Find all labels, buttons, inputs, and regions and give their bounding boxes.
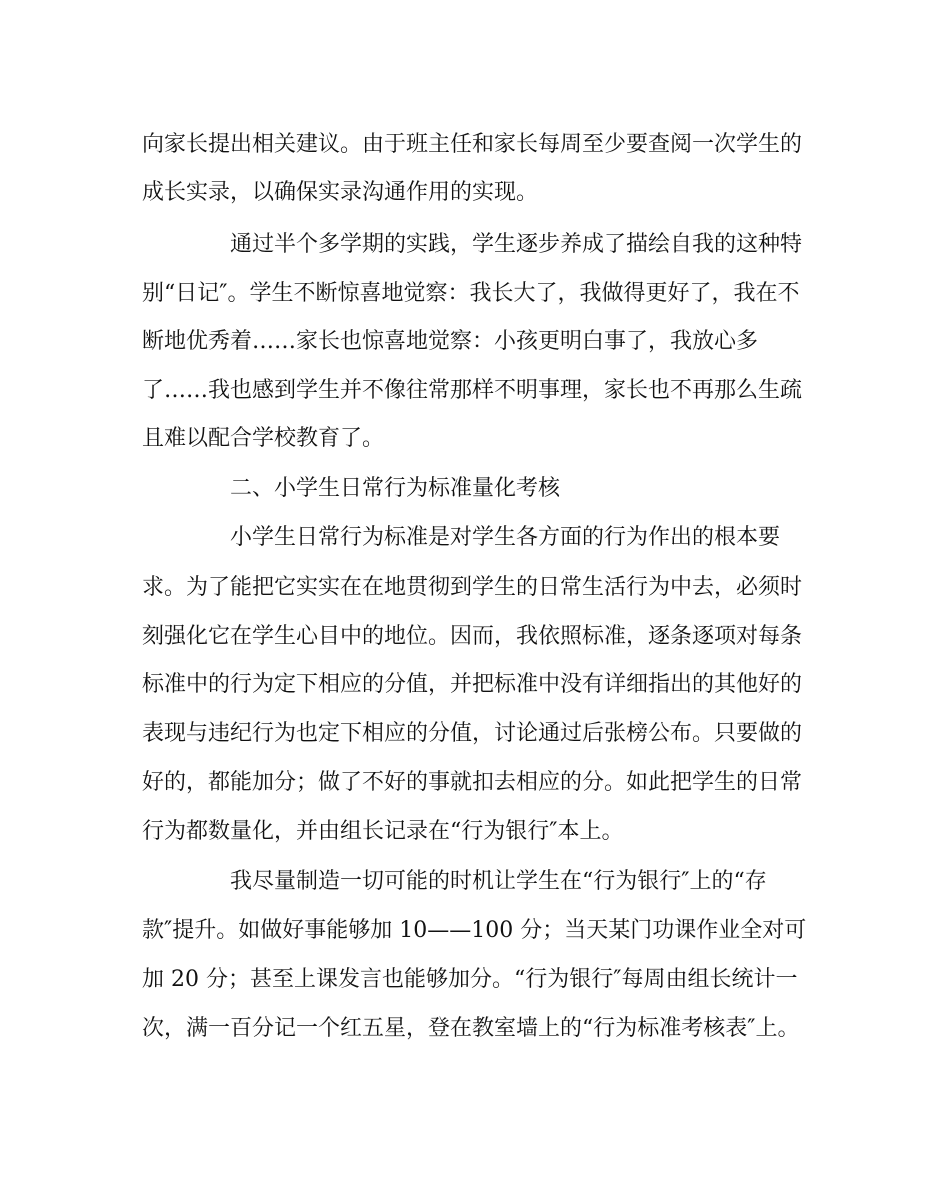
- text-line: 向家长提出相关建议。由于班主任和家长每周至少要查阅一次学生的: [142, 132, 803, 157]
- text-line: 成长实录，以确保实录沟通作用的实现。: [142, 180, 539, 205]
- paragraph-start-line: 小学生日常行为标准是对学生各方面的行为作出的根本要: [230, 525, 781, 550]
- text-line: 次，满一百分记一个红五星，登在教室墙上的“行为标准考核表″上。: [142, 1016, 800, 1041]
- text-line: 且难以配合学校教育了。: [142, 426, 385, 451]
- text-line: 刻强化它在学生心目中的地位。因而，我依照标准，逐条逐项对每条: [142, 624, 803, 649]
- text-line: 别“日记″。学生不断惊喜地觉察：我长大了，我做得更好了，我在不: [142, 281, 800, 306]
- text-line: 加 20 分；甚至上课发言也能够加分。“行为银行″每周由组长统计一: [142, 967, 798, 992]
- text-line: 求。为了能把它实实在在地贯彻到学生的日常生活行为中去，必须时: [142, 575, 803, 600]
- section-heading: 二、小学生日常行为标准量化考核: [230, 476, 561, 501]
- paragraph-start-line: 通过半个多学期的实践，学生逐步养成了描绘自我的这种特: [230, 232, 803, 257]
- text-line: 断地优秀着……家长也惊喜地觉察：小孩更明白事了，我放心多: [142, 329, 759, 354]
- text-line: 标准中的行为定下相应的分值，并把标准中没有详细指出的其他好的: [142, 672, 803, 697]
- text-line: 款″提升。如做好事能够加 10——100 分；当天某门功课作业全对可: [142, 918, 807, 943]
- text-line: 行为都数量化，并由组长记录在“行为银行″本上。: [142, 819, 624, 844]
- text-line: 表现与违纪行为也定下相应的分值，讨论通过后张榜公布。只要做的: [142, 721, 803, 746]
- paragraph-start-line: 我尽量制造一切可能的时机让学生在“行为银行″上的“存: [230, 869, 767, 894]
- text-line: 好的，都能加分；做了不好的事就扣去相应的分。如此把学生的日常: [142, 770, 803, 795]
- text-line: 了……我也感到学生并不像往常那样不明事理，家长也不再那么生疏: [142, 378, 803, 403]
